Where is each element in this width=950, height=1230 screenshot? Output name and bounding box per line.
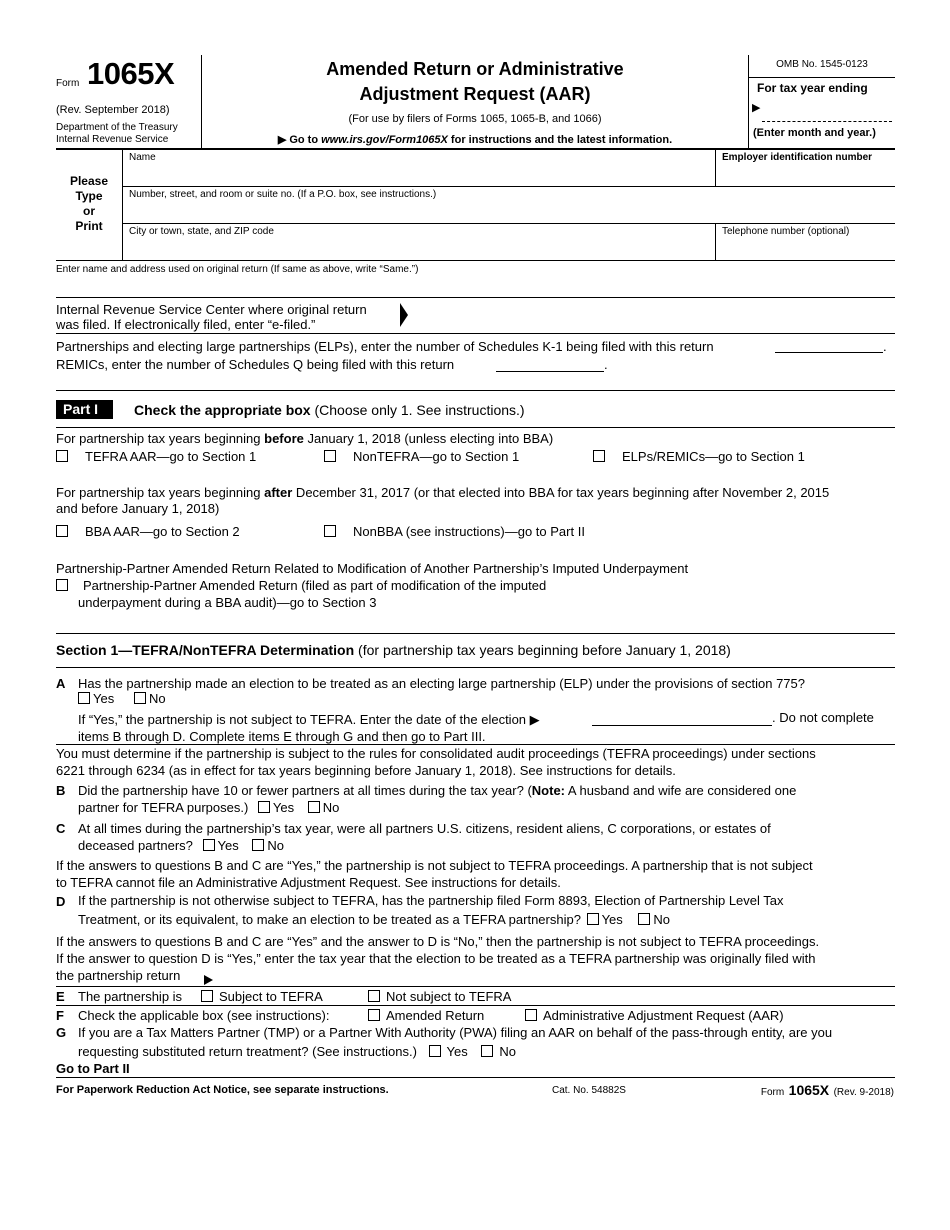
question-a-letter: A <box>56 676 66 691</box>
tax-year-label: For tax year ending <box>757 81 868 95</box>
tefra-aar-option[interactable]: TEFRA AAR—go to Section 1 <box>56 449 256 464</box>
b-no-checkbox[interactable] <box>308 801 320 813</box>
schedules-q-label: REMICs, enter the number of Schedules Q being filed with this return <box>56 357 455 372</box>
partnership-partner-option-cont: underpayment during a BBA audit)—go to Section 3 <box>78 595 377 610</box>
question-g-text-cont: requesting substituted return treatment? (See instructions.) Yes No <box>78 1044 516 1059</box>
original-name-note: Enter name and address used on original return (If same as above, write “Same.”) <box>56 264 419 275</box>
question-d-text: If the partnership is not otherwise subject to TEFRA, has the partnership filed Form 8893, Election of Partnership Level Tax <box>78 893 784 908</box>
partnership-partner-heading: Partnership-Partner Amended Return Related to Modification of Another Partnership’s Imputed Underpayment <box>56 561 689 576</box>
arrow-icon: ▶ <box>752 102 761 114</box>
question-d-letter: D <box>56 894 66 909</box>
aar-option[interactable]: Administrative Adjustment Request (AAR) <box>525 1008 784 1023</box>
arrow-icon <box>400 303 408 327</box>
subject-tefra-checkbox[interactable] <box>201 990 213 1002</box>
b-yes-label: Yes <box>272 800 295 815</box>
after-2017-heading: For partnership tax years beginning after December 31, 2017 (or that elected into BBA for tax years beginning after November 2, 2015 <box>56 485 830 500</box>
enter-month-note: (Enter month and year.) <box>753 127 876 139</box>
g-no-checkbox[interactable] <box>481 1045 493 1057</box>
question-c-letter: C <box>56 821 66 836</box>
tefra-election-year-field[interactable] <box>216 970 895 986</box>
c-no-label: No <box>267 838 285 853</box>
election-date-field[interactable] <box>592 725 772 726</box>
question-f-text: Check the applicable box (see instructions): <box>78 1008 330 1023</box>
question-b-text-cont: partner for TEFRA purposes.) Yes No <box>78 800 340 815</box>
phone-label: Telephone number (optional) <box>722 226 850 237</box>
part1-title: Check the appropriate box (Choose only 1. See instructions.) <box>134 402 525 418</box>
question-a-items: items B through D. Complete items E through G and then go to Part III. <box>78 729 486 744</box>
question-g-letter: G <box>56 1025 67 1040</box>
if-d-line1: If the answers to questions B and C are “Yes” and the answer to D is “No,” then the partnership is not subject to TEFRA proceedings. <box>56 934 820 949</box>
instructions-link-line: ▶ Go to www.irs.gov/Form1065X for instructions and the latest information. <box>277 134 673 146</box>
period: . <box>604 357 608 372</box>
period: . <box>883 339 887 354</box>
if-bc-line2: to TEFRA cannot file an Administrative Adjustment Request. See instructions for details. <box>56 875 561 890</box>
not-subject-tefra-option[interactable]: Not subject to TEFRA <box>368 989 511 1004</box>
a-yes-option[interactable]: Yes <box>78 691 114 706</box>
amended-return-checkbox[interactable] <box>368 1009 380 1021</box>
partnership-partner-option[interactable]: Partnership-Partner Amended Return (filed as part of modification of the imputed <box>56 578 546 593</box>
question-b-letter: B <box>56 783 66 798</box>
question-a-do-not: . Do not complete <box>772 710 874 725</box>
elp-remic-checkbox[interactable] <box>593 450 605 462</box>
aar-checkbox[interactable] <box>525 1009 537 1021</box>
question-a-if-yes: If “Yes,” the partnership is not subject to TEFRA. Enter the date of the election ▶ <box>78 712 540 727</box>
ein-label: Employer identification number <box>722 152 873 163</box>
after-2017-heading-cont: and before January 1, 2018) <box>56 501 220 516</box>
original-name-field[interactable] <box>56 278 895 298</box>
g-yes-label: Yes <box>446 1044 468 1059</box>
agency: Internal Revenue Service <box>56 134 169 145</box>
b-yes-checkbox[interactable] <box>258 801 270 813</box>
a-no-checkbox[interactable] <box>134 692 146 704</box>
g-no-label: No <box>499 1044 516 1059</box>
if-bc-line1: If the answers to questions B and C are “Yes,” the partnership is not subject to TEFRA proceedings. A partnership that is not subject <box>56 858 813 873</box>
b-no-label: No <box>322 800 340 815</box>
must-determine-line2: 6221 through 6234 (as in effect for tax years beginning before January 1, 2018). See instructions for details. <box>56 763 676 778</box>
c-yes-label: Yes <box>217 838 239 853</box>
if-d-line3: the partnership return <box>56 968 181 983</box>
phone-field[interactable] <box>716 238 895 260</box>
city-label: City or town, state, and ZIP code <box>129 226 274 237</box>
if-d-line2: If the answer to question D is “Yes,” enter the tax year that the election to be treated as a TEFRA partnership was originally filed with <box>56 951 816 966</box>
irs-center-label: Internal Revenue Service Center where original return was filed. If electronically filed, enter “e-filed.” <box>56 302 367 332</box>
bba-aar-checkbox[interactable] <box>56 525 68 537</box>
form-title-line1: Amended Return or Administrative <box>326 59 624 79</box>
d-yes-label: Yes <box>601 912 623 927</box>
revision-date: (Rev. September 2018) <box>56 104 170 116</box>
form-subtitle: (For use by filers of Forms 1065, 1065-B, and 1066) <box>348 113 602 125</box>
street-field[interactable] <box>123 201 895 223</box>
g-yes-checkbox[interactable] <box>429 1045 441 1057</box>
question-g-text: If you are a Tax Matters Partner (TMP) or a Partner With Authority (PWA) filing an AAR on behalf of the pass-through entity, are you <box>78 1025 833 1040</box>
before-2018-heading: For partnership tax years beginning before January 1, 2018 (unless electing into BBA) <box>56 431 554 446</box>
section1-title: Section 1—TEFRA/NonTEFRA Determination (for partnership tax years beginning before January 1, 2018) <box>56 642 731 658</box>
question-c-text-cont: deceased partners? Yes No <box>78 838 285 853</box>
city-field[interactable] <box>123 238 715 260</box>
d-no-checkbox[interactable] <box>638 913 650 925</box>
amended-return-option[interactable]: Amended Return <box>368 1008 484 1023</box>
c-no-checkbox[interactable] <box>252 839 264 851</box>
partnership-partner-checkbox[interactable] <box>56 579 68 591</box>
question-e-letter: E <box>56 989 65 1004</box>
bba-aar-option[interactable]: BBA AAR—go to Section 2 <box>56 524 240 539</box>
nontefra-checkbox[interactable] <box>324 450 336 462</box>
form-number: 1065X <box>87 56 175 91</box>
a-yes-checkbox[interactable] <box>78 692 90 704</box>
omb-number: OMB No. 1545-0123 <box>776 59 868 70</box>
tefra-aar-checkbox[interactable] <box>56 450 68 462</box>
question-e-text: The partnership is <box>78 989 183 1004</box>
name-label: Name <box>129 152 156 163</box>
question-f-letter: F <box>56 1008 64 1023</box>
not-subject-tefra-checkbox[interactable] <box>368 990 380 1002</box>
question-d-text-cont: Treatment, or its equivalent, to make an election to be treated as a TEFRA partnership? Yes No <box>78 912 671 927</box>
nonbba-checkbox[interactable] <box>324 525 336 537</box>
catalog-number: Cat. No. 54882S <box>552 1085 626 1096</box>
footer-form-id: Form 1065X (Rev. 9-2018) <box>760 1082 894 1098</box>
street-label: Number, street, and room or suite no. (If a P.O. box, see instructions.) <box>129 189 437 200</box>
tax-year-field[interactable] <box>762 121 892 122</box>
name-field[interactable] <box>123 164 715 186</box>
paperwork-notice: For Paperwork Reduction Act Notice, see separate instructions. <box>56 1084 389 1096</box>
a-no-option[interactable]: No <box>134 691 166 706</box>
must-determine-line1: You must determine if the partnership is subject to the rules for consolidated audit proceedings (TEFRA proceedings) under sections <box>56 746 816 761</box>
d-no-label: No <box>653 912 671 927</box>
form-word: Form <box>56 78 80 89</box>
go-to-part2: Go to Part II <box>56 1061 130 1076</box>
irs-url[interactable]: www.irs.gov/Form1065X <box>321 134 448 146</box>
form-title-line2: Adjustment Request (AAR) <box>359 84 591 104</box>
please-type-print: Please Type or Print <box>69 174 109 233</box>
ein-field[interactable] <box>716 164 895 186</box>
d-yes-checkbox[interactable] <box>587 913 599 925</box>
nontefra-option[interactable]: NonTEFRA—go to Section 1 <box>324 449 519 464</box>
schedules-k1-label: Partnerships and electing large partnerships (ELPs), enter the number of Schedules K-1 being filed with this return <box>56 339 714 354</box>
question-c-text: At all times during the partnership’s tax year, were all partners U.S. citizens, resident aliens, C corporations, or estates of <box>78 821 771 836</box>
question-b-text: Did the partnership have 10 or fewer partners at all times during the tax year? (Note: A husband and wife are considered one <box>78 783 797 798</box>
part1-tag: Part I <box>56 400 113 419</box>
schedules-q-field[interactable] <box>496 371 604 372</box>
subject-tefra-option[interactable]: Subject to TEFRA <box>201 989 323 1004</box>
elp-remic-option[interactable]: ELPs/REMICs—go to Section 1 <box>593 449 805 464</box>
schedules-k1-field[interactable] <box>775 352 883 353</box>
nonbba-option[interactable]: NonBBA (see instructions)—go to Part II <box>324 524 585 539</box>
department: Department of the Treasury <box>56 122 178 133</box>
question-a-text: Has the partnership made an election to be treated as an electing large partnership (ELP) under the provisions of section 775? <box>78 676 805 691</box>
irs-center-field[interactable] <box>412 300 895 332</box>
arrow-icon <box>204 972 213 990</box>
c-yes-checkbox[interactable] <box>203 839 215 851</box>
